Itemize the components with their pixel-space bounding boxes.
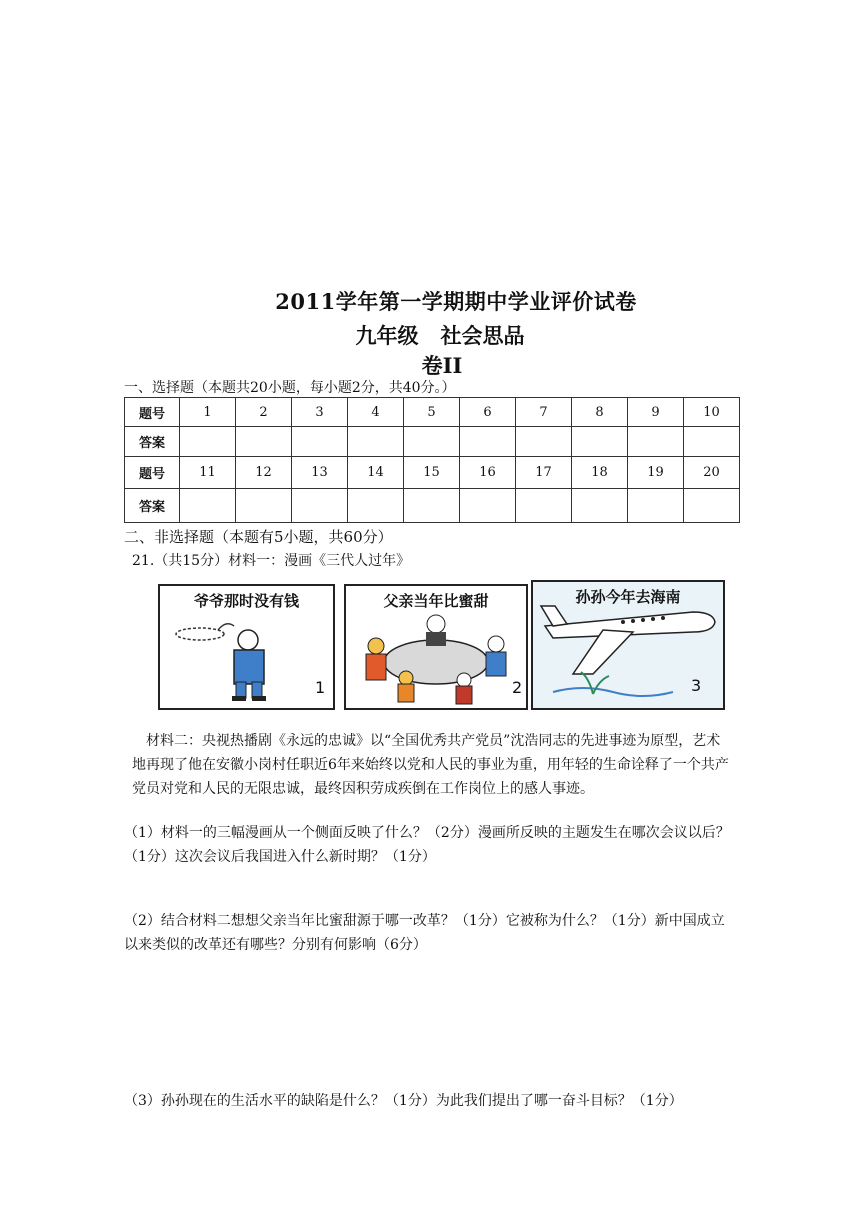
answer-cell[interactable] [180, 427, 236, 457]
row-label-answer: 答案 [125, 489, 180, 523]
table-row [125, 427, 740, 457]
answer-cell[interactable] [348, 489, 404, 523]
answer-cell[interactable] [404, 427, 460, 457]
question-number: 15 [404, 457, 460, 489]
table-row [125, 398, 740, 427]
row-label-answer: 答案 [125, 427, 180, 457]
question-1: （1）材料一的三幅漫画从一个侧面反映了什么？（2分）漫画所反映的主题发生在哪次会议以后？（1分）这次会议后我国进入什么新时期？（1分） [124, 825, 730, 865]
question-number: 20 [684, 457, 740, 489]
exam-title: 2011学年第一学期期中学业评价试卷 [275, 289, 637, 314]
answer-cell[interactable] [292, 427, 348, 457]
answer-cell[interactable] [460, 427, 516, 457]
grandfather-illustration [160, 586, 333, 708]
comic-panel-father [344, 584, 528, 710]
answer-cell[interactable] [404, 489, 460, 523]
question-number: 9 [628, 398, 684, 427]
comic-number: 3 [691, 676, 702, 695]
comic-caption: 父亲当年比蜜甜 [383, 592, 489, 610]
answer-cell[interactable] [180, 489, 236, 523]
question-2: （2）结合材料二想想父亲当年比蜜甜源于哪一改革？（1分）它被称为什么？（1分）新中国成立以来类似的改革还有哪些？分别有何影响（6分） [124, 913, 725, 953]
answer-cell[interactable] [572, 489, 628, 523]
answer-cell[interactable] [516, 427, 572, 457]
answer-cell[interactable] [348, 427, 404, 457]
answer-cell[interactable] [628, 489, 684, 523]
answer-cell[interactable] [292, 489, 348, 523]
answer-cell[interactable] [236, 427, 292, 457]
exam-volume: 卷II [421, 353, 463, 378]
answer-cell[interactable] [516, 489, 572, 523]
section2-heading: 二、非选择题（本题有5小题，共60分） [124, 528, 393, 546]
comic-number: 2 [512, 678, 523, 697]
row-label-number: 题号 [125, 457, 180, 489]
comic-number: 1 [315, 678, 326, 697]
question-number: 7 [516, 398, 572, 427]
material-two: 材料二：央视热播剧《永远的忠诚》以“全国优秀共产党员”沈浩同志的先进事迹为原型，艺术地再现了他在安徽小岗村任职近6年来始终以党和人民的事业为重，用年轻的生命诠释了一个共产党员对党和人民的无限忠诚，最终因积劳成疾倒在工作岗位上的感人事迹。 [132, 733, 729, 797]
question-3: （3）孙孙现在的生活水平的缺陷是什么？（1分）为此我们提出了哪一奋斗目标？（1分） [124, 1093, 683, 1109]
answer-cell[interactable] [684, 489, 740, 523]
question-number: 14 [348, 457, 404, 489]
question-number: 16 [460, 457, 516, 489]
question-number: 12 [236, 457, 292, 489]
question-number: 2 [236, 398, 292, 427]
comic-caption: 爷爷那时没有钱 [193, 592, 299, 610]
comic-panel-grandfather [158, 584, 335, 710]
question-number: 6 [460, 398, 516, 427]
question-number: 10 [684, 398, 740, 427]
q21-intro: 21.（共15分）材料一：漫画《三代人过年》 [132, 553, 411, 569]
answer-cell[interactable] [460, 489, 516, 523]
answer-cell[interactable] [684, 427, 740, 457]
family-dinner-illustration [346, 586, 526, 708]
table-row [125, 489, 740, 523]
question-number: 8 [572, 398, 628, 427]
question-number: 13 [292, 457, 348, 489]
comic-panel-grandson [531, 580, 725, 710]
question-number: 18 [572, 457, 628, 489]
answer-table [124, 397, 740, 523]
answer-cell[interactable] [572, 427, 628, 457]
question-number: 1 [180, 398, 236, 427]
answer-cell[interactable] [628, 427, 684, 457]
question-number: 4 [348, 398, 404, 427]
question-number: 3 [292, 398, 348, 427]
comic-caption: 孙孙今年去海南 [575, 588, 681, 606]
row-label-number: 题号 [125, 398, 180, 427]
question-number: 11 [180, 457, 236, 489]
table-row [125, 457, 740, 489]
question-number: 5 [404, 398, 460, 427]
section1-heading: 一、选择题（本题共20小题，每小题2分，共40分。） [124, 380, 456, 396]
exam-subtitle: 九年级 社会思品 [355, 323, 525, 348]
question-number: 17 [516, 457, 572, 489]
answer-cell[interactable] [236, 489, 292, 523]
question-number: 19 [628, 457, 684, 489]
